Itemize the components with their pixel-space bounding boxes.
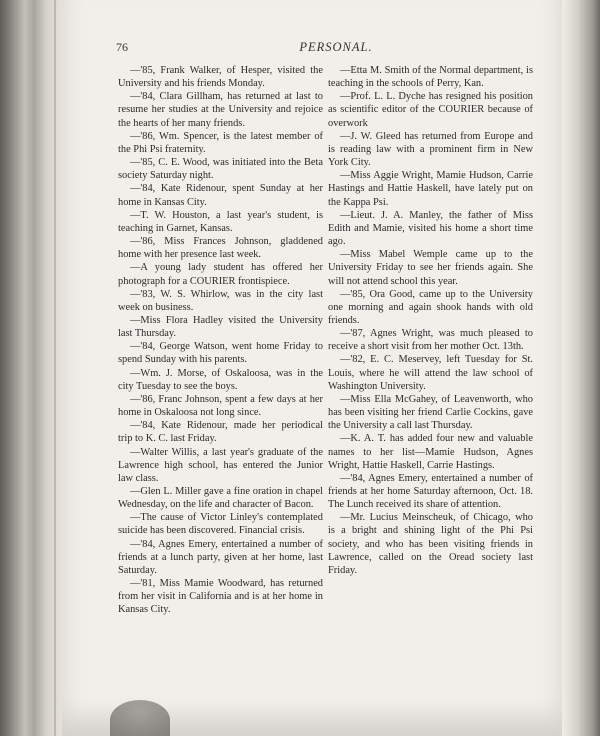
- news-item: —'86, Wm. Spencer, is the latest member of the Phi Psi fraternity.: [118, 130, 323, 155]
- news-item: —'84, George Watson, went home Friday to spend Sunday with his parents.: [118, 341, 323, 366]
- news-item: —'84, Kate Ridenour, made her periodical trip to K. C. last Friday.: [118, 420, 323, 445]
- scanner-thumb: [110, 700, 170, 736]
- news-item: —'84, Clara Gillham, has returned at last to resume her studies at the University and rejoice the hearts of her many friends.: [118, 91, 323, 129]
- news-item: —'85, Ora Good, came up to the University one morning and again shook hands with old friends.: [328, 288, 533, 326]
- news-item: —A young lady student has offered her photograph for a COURIER frontispiece.: [118, 262, 323, 287]
- running-head: PERSONAL.: [299, 40, 373, 54]
- news-item: —J. W. Gleed has returned from Europe and is reading law with a prominent firm in New York City.: [328, 130, 533, 169]
- page-sheet: [62, 0, 562, 736]
- news-item: —Lieut. J. A. Manley, the father of Miss Edith and Mamie, visited his home a short time ago.: [328, 209, 533, 248]
- page-header: [116, 40, 542, 60]
- news-item: —'86, Miss Frances Johnson, gladdened home with her presence last week.: [118, 236, 323, 261]
- news-item: —'84, Kate Ridenour, spent Sunday at her home in Kansas City.: [118, 183, 323, 208]
- news-item: —'82, E. C. Meservey, left Tuesday for St. Louis, where he will attend the law school of Washington University.: [328, 354, 533, 392]
- news-item: —'85, C. E. Wood, was initiated into the Beta society Saturday night.: [118, 157, 323, 182]
- news-item: —'84, Agnes Emery, entertained a number of friends at a lunch party, given at her home, last Saturday.: [118, 538, 323, 576]
- right-column: [328, 64, 533, 577]
- left-column: [118, 64, 323, 617]
- news-item: —'85, Frank Walker, of Hesper, visited the University and his friends Monday.: [118, 65, 323, 90]
- news-item: —Mr. Lucius Meinscheuk, of Chicago, who is a bright and shining light of the Phi Psi society, and who has been visiting friends in Lawrence, called on the Oread society last Friday.: [328, 512, 533, 576]
- page-edge: [562, 0, 600, 736]
- news-item: —Etta M. Smith of the Normal department, is teaching in the schools of Perry, Kan.: [328, 65, 533, 90]
- news-item: —Walter Willis, a last year's graduate of the Lawrence high school, has entered the Junior law class.: [118, 446, 323, 484]
- news-item: —'83, W. S. Whirlow, was in the city last week on business.: [118, 288, 323, 313]
- news-item: —'84, Agnes Emery, entertained a number of friends at her home Saturday afternoon, Oct. 18. The Lunch received its share of attention.: [328, 472, 533, 511]
- news-item: —Miss Flora Hadley visited the University last Thursday.: [118, 314, 323, 340]
- news-item: —Prof. L. L. Dyche has resigned his position as scientific editor of the COURIER because of overwork: [328, 91, 533, 129]
- news-item: —Miss Ella McGahey, of Leavenworth, who has been visiting her friend Carlie Cockins, gave the University a call last Thursday.: [328, 393, 533, 432]
- news-item: —Miss Aggie Wright, Mamie Hudson, Carrie Hastings and Hattie Haskell, have lately put on the Kappa Psi.: [328, 170, 533, 208]
- news-item: —'81, Miss Mamie Woodward, has returned from her visit in California and is at her home in Kansas City.: [118, 578, 323, 616]
- news-item: —Wm. J. Morse, of Oskaloosa, was in the city Tuesday to see the boys.: [118, 367, 323, 392]
- news-item: —Miss Mabel Wemple came up to the University Friday to see her friends again. She will not attend school this year.: [328, 249, 533, 287]
- news-item: —T. W. Houston, a last year's student, is teaching in Garnet, Kansas.: [118, 209, 323, 234]
- news-item: —K. A. T. has added four new and valuable names to her list—Mamie Hudson, Agnes Wright, Hattie Haskell, Carrie Hastings.: [328, 433, 533, 471]
- news-item: —'86, Franc Johnson, spent a few days at her home in Oskaloosa not long since.: [118, 393, 323, 419]
- news-item: —The cause of Victor Linley's contemplated suicide has been discovered. Financial crisis.: [118, 512, 323, 537]
- news-item: —'87, Agnes Wright, was much pleased to receive a short visit from her mother Oct. 13th.: [328, 328, 533, 353]
- book-binding: [0, 0, 62, 736]
- news-item: —Glen L. Miller gave a fine oration in chapel Wednesday, on the life and character of Bacon.: [118, 486, 323, 511]
- page-number: 76: [116, 40, 128, 54]
